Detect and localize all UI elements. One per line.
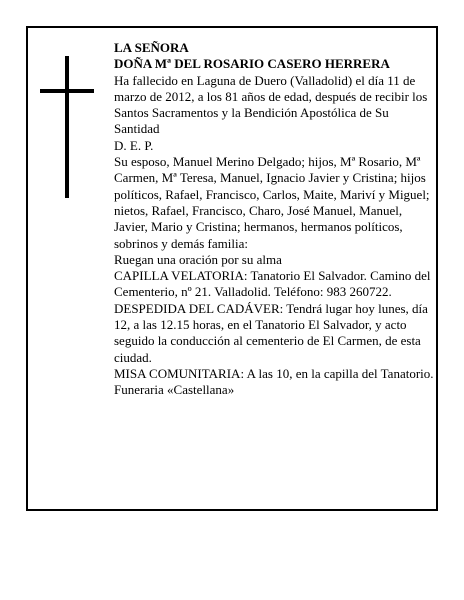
chapel-info: CAPILLA VELATORIA: Tanatorio El Salvador. Camino del Cementerio, nº 21. Valladolid. Teléfono: 983 260722. bbox=[114, 268, 431, 300]
funeral-home: Funeraria «Castellana» bbox=[114, 382, 235, 398]
obituary-notice-frame bbox=[26, 26, 438, 511]
mass-info: MISA COMUNITARIA: A las 10, en la capilla del Tanatorio. bbox=[114, 365, 434, 381]
farewell-info: DESPEDIDA DEL CADÁVER: Tendrá lugar hoy lunes, día 12, a las 12.15 horas, en el Tanatorio El Salvador, y acto seguido la conducción al cementerio de El Carmen, de esta ciudad. bbox=[114, 300, 428, 365]
notice-heading: LA SEÑORA bbox=[114, 40, 189, 55]
prayer-request: Ruegan una oración por su alma bbox=[114, 251, 282, 267]
notice-text bbox=[114, 40, 434, 399]
rip-line: D. E. P. bbox=[114, 137, 154, 153]
cross-horizontal-bar bbox=[40, 89, 94, 93]
latin-cross-icon bbox=[40, 56, 94, 198]
cross-vertical-bar bbox=[65, 56, 69, 198]
death-announcement: Ha fallecido en Laguna de Duero (Valladolid) el día 11 de marzo de 2012, a los 81 años de edad, después de recibir los Santos Sacramentos y la Bendición Apostólica de Su Santidad bbox=[114, 72, 428, 137]
family-list: Su esposo, Manuel Merino Delgado; hijos, Mª Rosario, Mª Carmen, Mª Teresa, Manuel, Ignacio Javier y Cristina; hijos políticos, Rafael, Francisco, Carlos, Maite, Mariví y Miguel; nietos, Rafael, Francisco, Charo, José Manuel, Manuel, Javier, Mario y Cristina; hermanos, hermanos políticos, sobrinos y demás familia: bbox=[114, 154, 430, 251]
deceased-name: DOÑA Mª DEL ROSARIO CASERO HERRERA bbox=[114, 56, 390, 72]
